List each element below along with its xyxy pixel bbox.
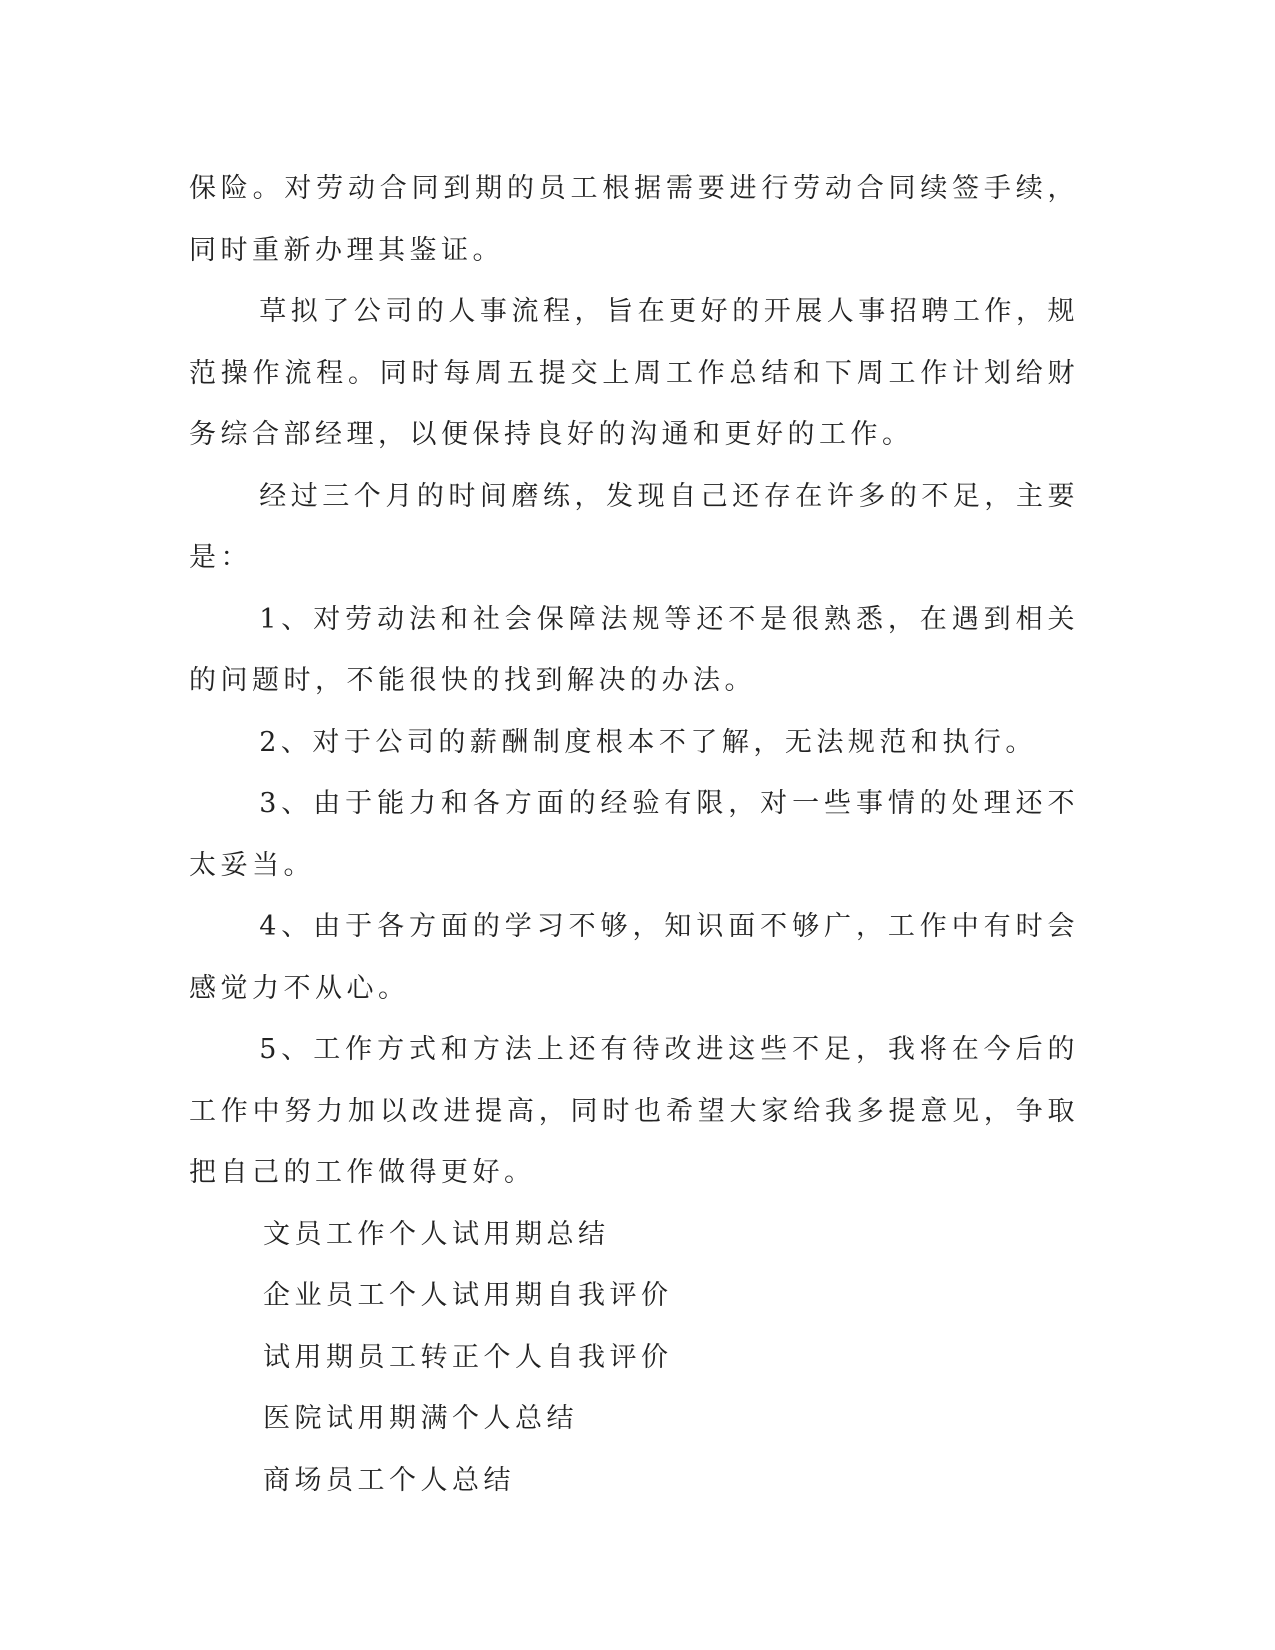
related-title-link[interactable]: 试用期员工转正个人自我评价 [263, 1341, 673, 1373]
list-item: 3、由于能力和各方面的经验有限，对一些事情的处理还不太妥当。 [189, 788, 1079, 881]
related-title-link[interactable]: 商场员工个人总结 [263, 1464, 515, 1496]
list-item: 1、对劳动法和社会保障法规等还不是很熟悉，在遇到相关的问题时，不能很快的找到解决的办法。 [189, 603, 1079, 696]
paragraph: 经过三个月的时间磨练，发现自己还存在许多的不足，主要是： [189, 480, 1079, 573]
document-body [189, 158, 1079, 1511]
list-item: 4、由于各方面的学习不够，知识面不够广，工作中有时会感觉力不从心。 [189, 911, 1079, 1004]
paragraph: 保险。对劳动合同到期的员工根据需要进行劳动合同续签手续，同时重新办理其鉴证。 [189, 173, 1079, 266]
related-title-link[interactable]: 企业员工个人试用期自我评价 [263, 1280, 673, 1311]
list-item: 5、工作方式和方法上还有待改进这些不足，我将在今后的工作中努力加以改进提高，同时也希望大家给我多提意见，争取把自己的工作做得更好。 [189, 1034, 1079, 1188]
related-title-link[interactable]: 文员工作个人试用期总结 [263, 1218, 610, 1250]
paragraph: 草拟了公司的人事流程，旨在更好的开展人事招聘工作，规范操作流程。同时每周五提交上周工作总结和下周工作计划给财务综合部经理，以便保持良好的沟通和更好的工作。 [189, 296, 1079, 450]
related-title-link[interactable]: 医院试用期满个人总结 [263, 1403, 578, 1434]
list-item: 2、对于公司的薪酬制度根本不了解，无法规范和执行。 [259, 726, 1037, 758]
